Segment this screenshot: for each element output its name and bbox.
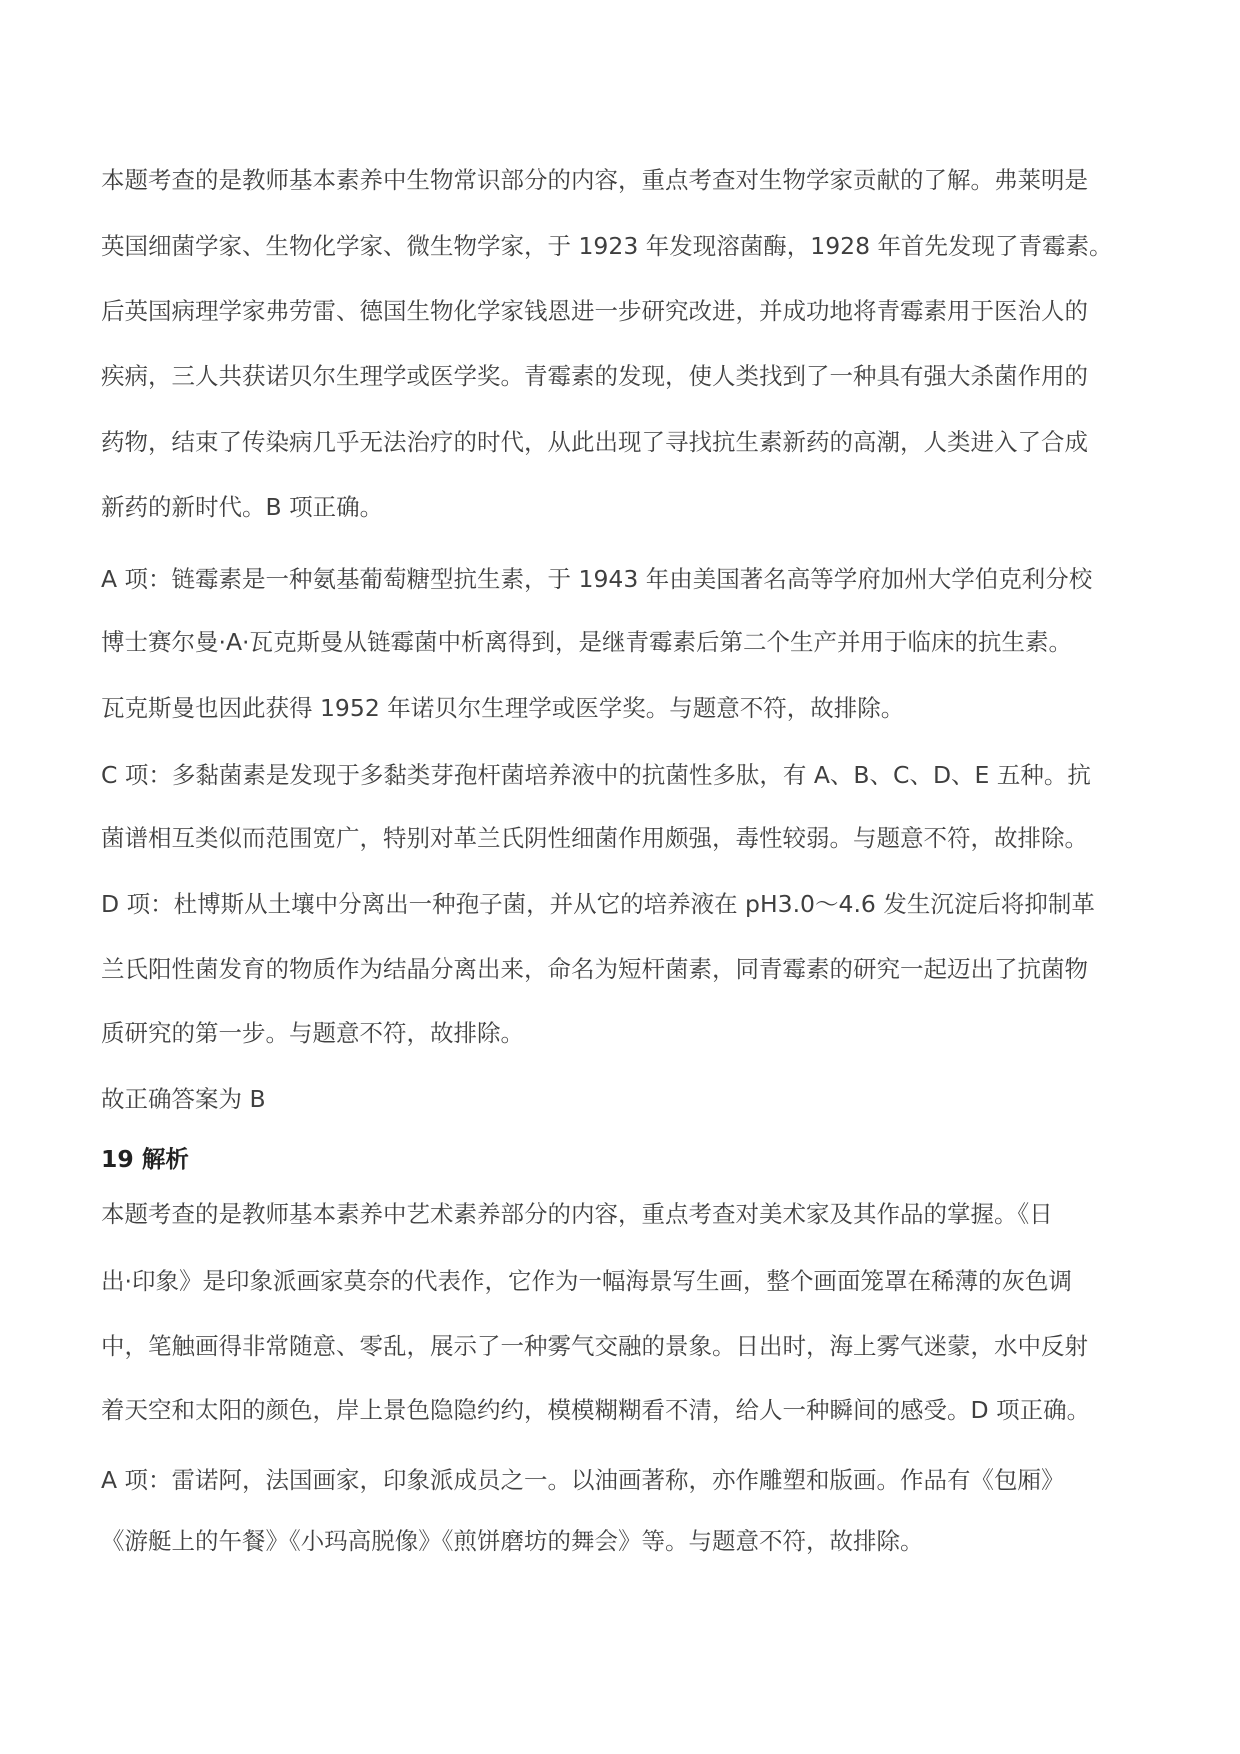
text-line: 疾病，三人共获诺贝尔生理学或医学奖。青霉素的发现，使人类找到了一种具有强大杀菌作用的 xyxy=(101,362,1088,390)
text-line: 后英国病理学家弗劳雷、德国生物化学家钱恩进一步研究改进，并成功地将青霉素用于医治人的 xyxy=(101,297,1088,325)
text-line: 瓦克斯曼也因此获得 1952 年诺贝尔生理学或医学奖。与题意不符，故排除。 xyxy=(101,694,905,722)
text-line: 中，笔触画得非常随意、零乱，展示了一种雾气交融的景象。日出时，海上雾气迷蒙，水中反射 xyxy=(101,1332,1088,1360)
text-line: 菌谱相互类似而范围宽广，特别对革兰氏阴性细菌作用颇强，毒性较弱。与题意不符，故排除。 xyxy=(101,824,1088,852)
text-line: C 项：多黏菌素是发现于多黏类芽孢杆菌培养液中的抗菌性多肽，有 A、B、C、D、E 五种。抗 xyxy=(101,761,1091,789)
text-line: A 项：雷诺阿，法国画家，印象派成员之一。以油画著称，亦作雕塑和版画。作品有《包厢》 xyxy=(101,1466,1065,1494)
text-line: 兰氏阳性菌发育的物质作为结晶分离出来，命名为短杆菌素，同青霉素的研究一起迈出了抗菌物 xyxy=(101,955,1088,983)
answer-line: 故正确答案为 B xyxy=(101,1085,266,1113)
text-line: A 项：链霉素是一种氨基葡萄糖型抗生素，于 1943 年由美国著名高等学府加州大学伯克利分校 xyxy=(101,565,1093,593)
text-line: 英国细菌学家、生物化学家、微生物学家，于 1923 年发现溶菌酶，1928 年首先发现了青霉素。 xyxy=(101,232,1113,260)
text-line: 本题考查的是教师基本素养中生物常识部分的内容，重点考查对生物学家贡献的了解。弗莱明是 xyxy=(101,166,1088,194)
section-heading: 19 解析 xyxy=(101,1145,189,1173)
text-line: 博士赛尔曼·A·瓦克斯曼从链霉菌中析离得到，是继青霉素后第二个生产并用于临床的抗生素。 xyxy=(101,628,1073,656)
text-line: 药物，结束了传染病几乎无法治疗的时代，从此出现了寻找抗生素新药的高潮，人类进入了合成 xyxy=(101,428,1088,456)
text-line: 出·印象》是印象派画家莫奈的代表作，它作为一幅海景写生画，整个画面笼罩在稀薄的灰色调 xyxy=(101,1267,1072,1295)
text-line: 着天空和太阳的颜色，岸上景色隐隐约约，模模糊糊看不清，给人一种瞬间的感受。D 项正确。 xyxy=(101,1396,1091,1424)
text-line: 新药的新时代。B 项正确。 xyxy=(101,493,384,521)
text-line: 《游艇上的午餐》《小玛高脱像》《煎饼磨坊的舞会》等。与题意不符，故排除。 xyxy=(101,1527,924,1555)
text-line: 本题考查的是教师基本素养中艺术素养部分的内容，重点考查对美术家及其作品的掌握。《日 xyxy=(101,1200,1053,1228)
text-line: 质研究的第一步。与题意不符，故排除。 xyxy=(101,1019,524,1047)
text-line: D 项：杜博斯从土壤中分离出一种孢子菌，并从它的培养液在 pH3.0～4.6 发生沉淀后将抑制革 xyxy=(101,890,1095,918)
